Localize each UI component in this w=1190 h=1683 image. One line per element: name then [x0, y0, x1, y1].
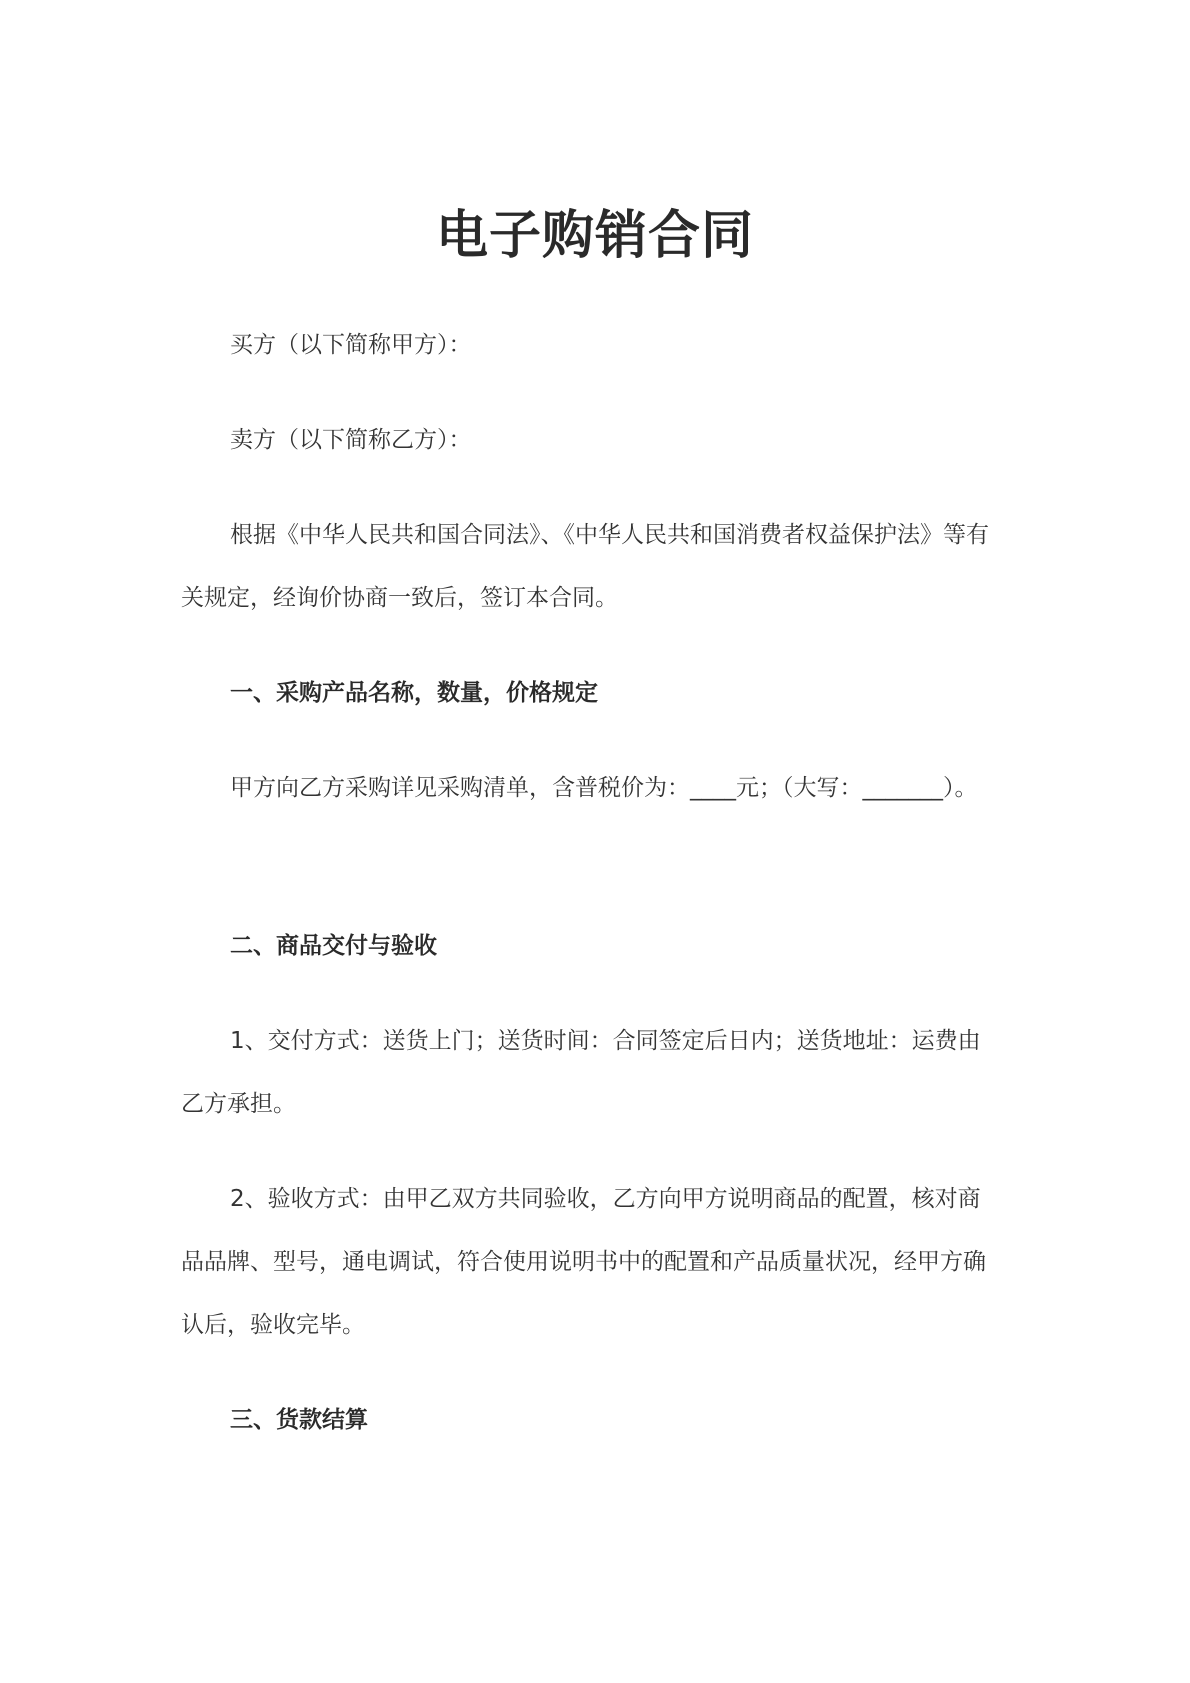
- section-2-item-2: 2、验收方式：由甲乙双方共同验收，乙方向甲方说明商品的配置，核对商品品牌、型号，通电调试，符合使用说明书中的配置和产品质量状况，经甲方确认后，验收完毕。: [181, 1186, 986, 1338]
- section-1-heading: 一、采购产品名称，数量，价格规定: [230, 680, 598, 706]
- section-2-item-1: 1、交付方式：送货上门；送货时间：合同签定后日内；送货地址：运费由乙方承担。: [181, 1028, 981, 1117]
- section-3-heading: 三、货款结算: [230, 1407, 368, 1433]
- document-title: 电子购销合同: [435, 206, 754, 266]
- preamble-paragraph: 根据《中华人民共和国合同法》、《中华人民共和国消费者权益保护法》等有关规定，经询价协商一致后，签订本合同。: [181, 522, 989, 611]
- seller-line: 卖方（以下简称乙方）：: [230, 427, 472, 453]
- buyer-line: 买方（以下简称甲方）：: [230, 332, 472, 358]
- section-1-body: 甲方向乙方采购详见采购清单，含普税价为：____元；（大写：_______）。: [230, 775, 978, 801]
- section-2-heading: 二、商品交付与验收: [230, 933, 437, 959]
